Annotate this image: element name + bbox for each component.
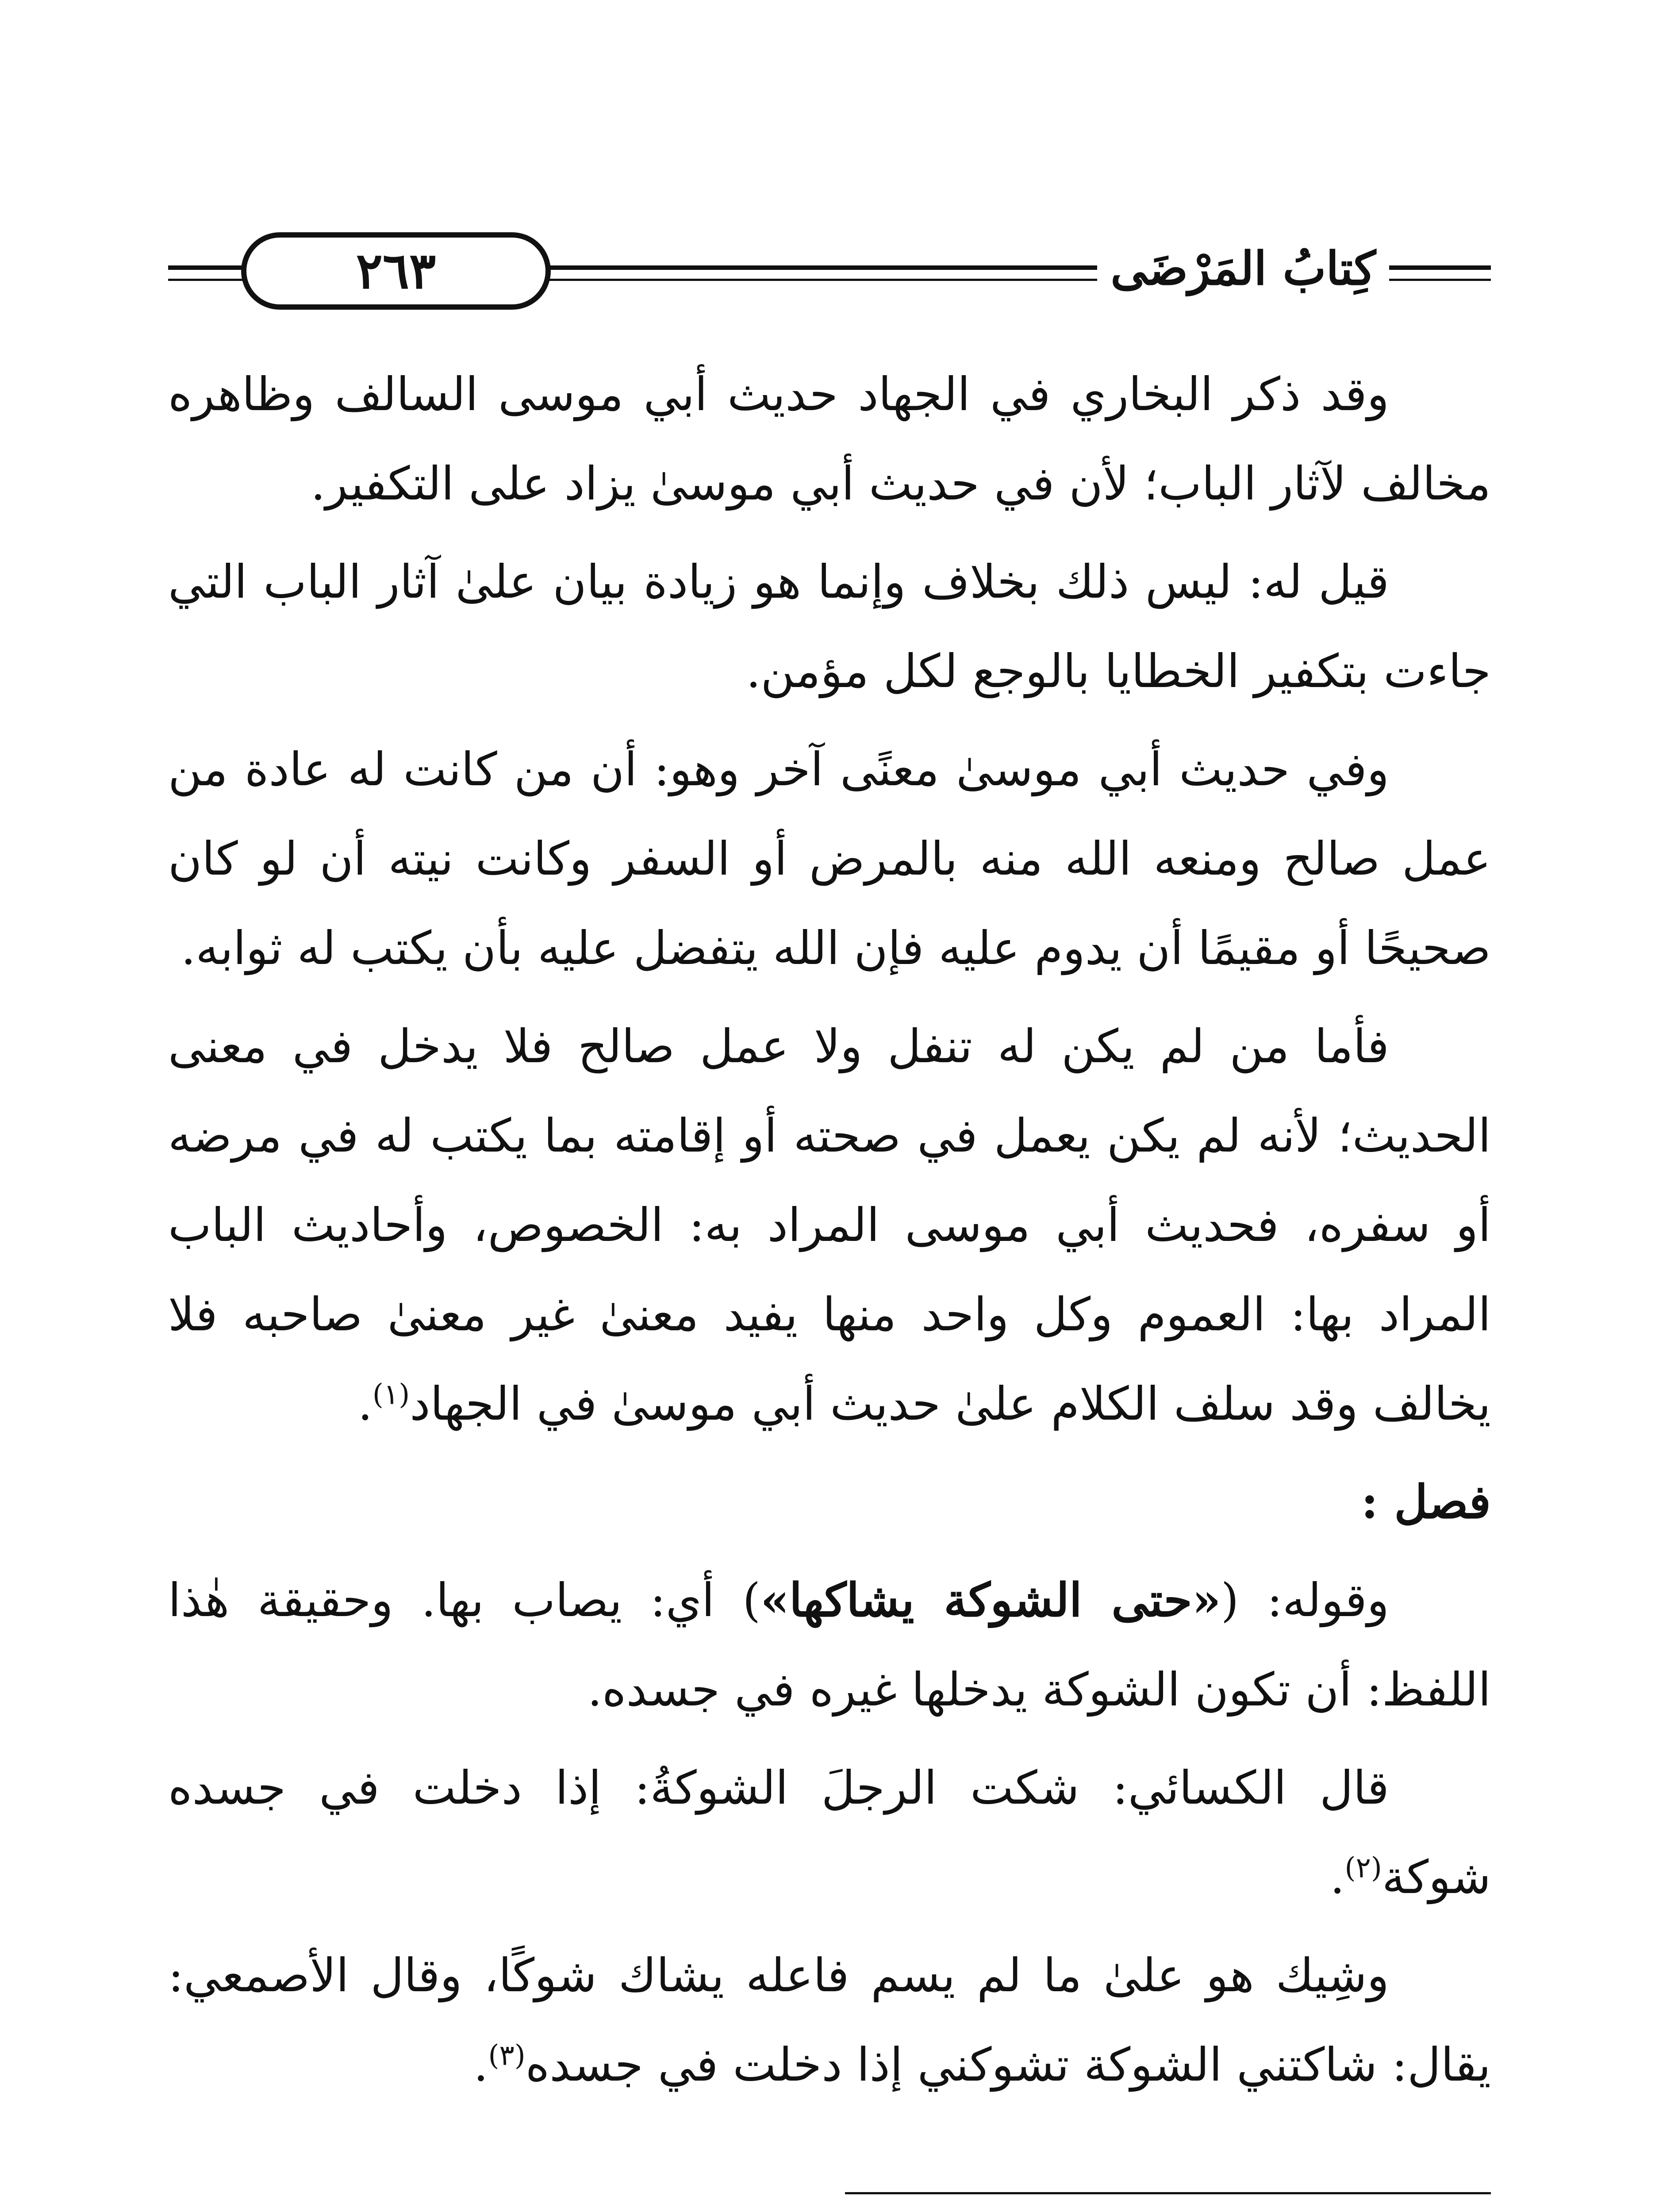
paragraph [168,1743,1491,1922]
paragraph: قيل له: ليس ذلك بخلاف وإنما هو زيادة بيان علىٰ آثار الباب التي جاءت بتكفير الخطايا بالوجع لكل مؤمن. [168,555,1491,698]
paragraph-text: وشِيك هو علىٰ ما لم يسم فاعله يشاك شوكًا، وقال الأصمعي: يقال: شاكتني الشوكة تشوكني إذا دخلت في جسده [168,1948,1491,2092]
footnote-ref: (٣) [488,2039,526,2072]
footnote [168,2208,1491,2212]
footnote-ref: (٢) [1344,1851,1382,1885]
paragraph: وفي حديث أبي موسىٰ معنًى آخر وهو: أن من كانت له عادة من عمل صالح ومنعه الله منه بالمرض أو السفر وكانت نيته أن لو كان صحيحًا أو مقيمًا أن يدوم عليه فإن الله يتفضل عليه بأن يكتب له ثوابه. [168,742,1491,975]
running-title: كِتابُ المَرْضَى [1097,241,1389,296]
footnote-ref: (١) [372,1378,410,1411]
paragraph: وقد ذكر البخاري في الجهاد حديث أبي موسى السالف وظاهره مخالف لآثار الباب؛ لأن في حديث أبي موسىٰ يزاد على التكفير. [168,367,1491,511]
paragraph-text: فأما من لم يكن له تنفل ولا عمل صالح فلا يدخل في معنى الحديث؛ لأنه لم يكن يعمل في صحته أو إقامته بما يكتب له في مرضه أو سفره، فحديث أبي موسى المراد به: الخصوص، وأحاديث الباب المراد بها: العموم وكل واحد منها يفيد معنىٰ غير معنىٰ صاحبه فلا يخالف وقد سلف الكلام علىٰ حديث أبي موسىٰ في الجهاد [168,1019,1491,1431]
paragraph-tail: . [473,2038,488,2092]
footnotes [168,2208,1491,2212]
footnote-number [1398,2208,1473,2212]
paragraph [168,1555,1491,1734]
section-heading: فصل : [1361,1475,1491,1529]
paragraph-text: قال الكسائي: شكت الرجلَ الشوكةُ: إذا دخلت في جسده شوكة [168,1761,1491,1904]
paragraph [168,1002,1491,1448]
paragraph-tail: . [1330,1850,1345,1904]
footnote-separator [845,2192,1491,2194]
page-number: ٢٦٣ [356,242,436,300]
page-header [168,223,1491,321]
paragraph [168,1931,1491,2109]
paragraph-suffix: ) أي: يصاب بها. وحقيقة هٰذا اللفظ: أن تكون الشوكة يدخلها غيره في جسده. [168,1573,1491,1717]
quoted-hadith: «حتى الشوكة يشاكها» [760,1573,1221,1627]
page-number-badge [241,232,551,310]
main-text [168,349,1491,2118]
paragraph-prefix: وقوله: ( [1221,1573,1390,1627]
paragraph-tail: . [357,1377,373,1431]
